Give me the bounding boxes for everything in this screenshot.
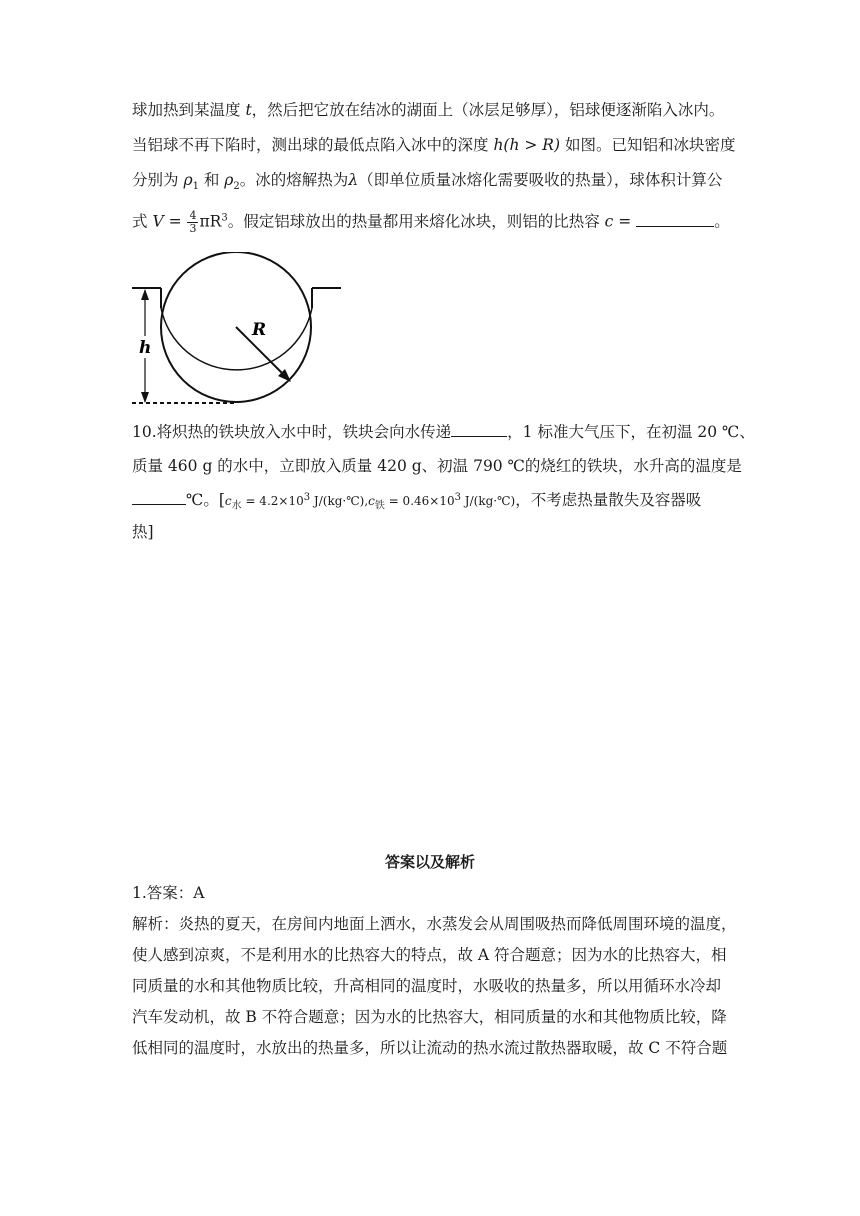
answer-blank — [636, 212, 714, 227]
q9-line-4 — [132, 210, 730, 235]
var-c: c — [368, 494, 375, 508]
fraction — [187, 210, 198, 235]
denominator: 3 — [189, 222, 197, 235]
var-t: t — [245, 101, 252, 119]
text: 热] — [132, 523, 154, 541]
q10-line-1 — [132, 422, 755, 442]
unit: J/(kg·℃) — [460, 494, 516, 508]
var-h: h — [493, 136, 504, 154]
value: = 0.46×10 — [384, 494, 455, 508]
explanation-line-3: 同质量的水和其他物质比较，升高相同的温度时，水吸收的热量多，所以用循环水冷却 — [132, 977, 722, 995]
var-c: c — [604, 212, 614, 231]
var-c: c — [224, 494, 232, 508]
explanation-line-2: 使人感到凉爽，不是利用水的比热容大的特点，故 A 符合题意；因为水的比热容大，相 — [132, 946, 727, 964]
text: ，然后把它放在结冰的湖面上（冰层足够厚），铝球便逐渐陷入冰内。 — [251, 101, 725, 119]
subscript: 2 — [233, 181, 240, 193]
text: 质量 460 g 的水中，立即放入质量 420 g、初温 790 ℃的烧红的铁块，水升高的温度是 — [132, 457, 742, 475]
text: = — [613, 212, 637, 231]
answer-blank — [451, 422, 507, 437]
q10-line-3 — [132, 490, 701, 511]
numerator: 4 — [189, 209, 197, 222]
rho-symbol: ρ — [183, 171, 193, 189]
sphere-in-ice-diagram — [128, 252, 348, 412]
text: 。假定铝球放出的热量都用来熔化冰块，则铝的比热容 — [227, 212, 605, 231]
text: 当铝球不再下陷时，测出球的最低点陷入冰中的深度 — [132, 136, 494, 154]
explanation-line-5: 低相同的温度时，水放出的热量多，所以让流动的热水流过散热器取暖，故 C 不符合题 — [132, 1039, 728, 1057]
q9-line-1 — [132, 100, 724, 120]
text: ，不考虑热量散失及容器吸 — [515, 491, 702, 509]
q9-line-2 — [132, 135, 735, 155]
subscript: 1 — [192, 181, 199, 193]
depth-arrow-top — [141, 289, 149, 300]
depth-label: h — [139, 338, 152, 358]
text: 式 — [132, 212, 153, 231]
text: 分别为 — [132, 171, 184, 189]
text: 。 — [714, 212, 730, 231]
superscript: 3 — [221, 212, 228, 224]
explanation-line-1: 解析：炎热的夏天，在房间内地面上洒水，水蒸发会从周围吸热而降低周围环境的温度， — [132, 915, 737, 933]
lambda-symbol: λ — [348, 171, 359, 189]
text: ℃。[ — [186, 491, 225, 509]
condition: (h > R) — [503, 136, 561, 154]
q10-line-2 — [132, 456, 742, 476]
text: ，1 标准大气压下，在初温 20 ℃、 — [507, 423, 755, 441]
text: 如图。已知铝和冰块密度 — [560, 136, 736, 154]
text: 10.将炽热的铁块放入水中时，铁块会向水传递 — [132, 423, 452, 441]
text: （即单位质量冰熔化需要吸收的热量），球体积计算公 — [358, 171, 723, 189]
unit: J/(kg·℃), — [310, 494, 369, 508]
hole-bottom — [161, 308, 312, 370]
answer-blank — [132, 490, 186, 505]
subscript: 铁 — [374, 500, 385, 512]
text: = — [163, 212, 187, 231]
value: = 4.2×10 — [241, 494, 304, 508]
answer-1: 1.答案：A — [132, 884, 205, 902]
pi-R: πR — [199, 212, 222, 231]
subscript: 水 — [231, 500, 242, 512]
depth-arrow-bottom — [141, 392, 149, 403]
text: 球加热到某温度 — [132, 101, 246, 119]
answers-title: 答案以及解析 — [384, 853, 475, 871]
rho-symbol: ρ — [224, 171, 234, 189]
explanation-line-4: 汽车发动机，故 B 不符合题意；因为水的比热容大，相同质量的水和其他物质比较，降 — [132, 1008, 727, 1026]
superscript: 3 — [303, 492, 311, 503]
var-V: V — [152, 212, 164, 231]
text: 。冰的熔解热为 — [239, 171, 349, 189]
superscript: 3 — [454, 492, 461, 503]
text: 和 — [198, 171, 225, 189]
q9-line-3 — [132, 170, 723, 193]
radius-label: R — [252, 320, 267, 340]
q10-line-4 — [132, 522, 154, 542]
